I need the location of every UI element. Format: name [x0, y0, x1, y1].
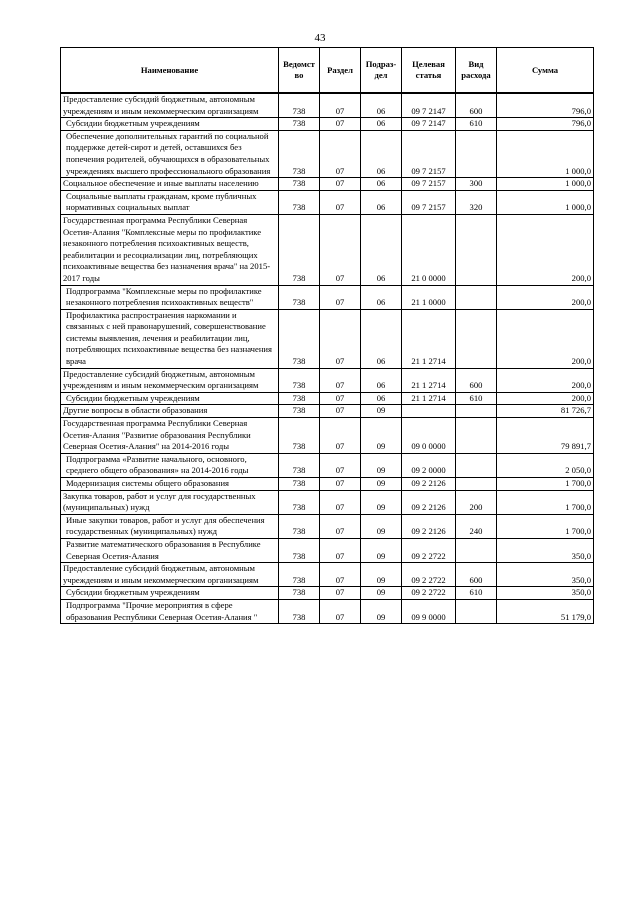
row-section: 07: [320, 563, 361, 587]
row-subsection: 09: [361, 418, 402, 454]
row-name: Предоставление субсидий бюджетным, автономным учреждениям и иным некоммерческим организациям: [61, 563, 279, 587]
row-dept: 738: [279, 418, 320, 454]
row-dept: 738: [279, 190, 320, 214]
row-section: 07: [320, 178, 361, 191]
row-sum: 200,0: [497, 368, 594, 392]
table-row: [61, 118, 594, 131]
row-section: 07: [320, 93, 361, 118]
row-kind: 600: [456, 563, 497, 587]
row-subsection: 09: [361, 538, 402, 562]
table-row: [61, 285, 594, 309]
row-kind: [456, 418, 497, 454]
row-dept: 738: [279, 309, 320, 368]
table-row: [61, 178, 594, 191]
table-row: [61, 514, 594, 538]
table-row: [61, 392, 594, 405]
table-row: [61, 368, 594, 392]
row-name: Субсидии бюджетным учреждениям: [61, 118, 279, 131]
row-sum: 796,0: [497, 118, 594, 131]
row-section: 07: [320, 368, 361, 392]
row-section: 07: [320, 478, 361, 491]
row-kind: 300: [456, 178, 497, 191]
row-subsection: 06: [361, 214, 402, 285]
table-row: [61, 563, 594, 587]
row-dept: 738: [279, 490, 320, 514]
row-kind: [456, 309, 497, 368]
row-target: 09 2 2126: [402, 478, 456, 491]
header-kind: Вид расхода: [456, 48, 497, 94]
row-target: 09 7 2147: [402, 118, 456, 131]
row-section: 07: [320, 599, 361, 623]
row-dept: 738: [279, 563, 320, 587]
row-target: 21 0 0000: [402, 214, 456, 285]
table-row: [61, 587, 594, 600]
row-name: Предоставление субсидий бюджетным, автономным учреждениям и иным некоммерческим организациям: [61, 368, 279, 392]
row-name: Развитие математического образования в Республике Северная Осетия-Алания: [61, 538, 279, 562]
row-target: 09 2 0000: [402, 453, 456, 477]
row-dept: 738: [279, 392, 320, 405]
row-sum: 350,0: [497, 587, 594, 600]
table-row: [61, 599, 594, 623]
row-dept: 738: [279, 285, 320, 309]
row-kind: 200: [456, 490, 497, 514]
row-subsection: 06: [361, 285, 402, 309]
row-name: Подпрограмма "Прочие мероприятия в сфере образования Республики Северная Осетия-Алания ": [61, 599, 279, 623]
row-kind: 240: [456, 514, 497, 538]
table-row: [61, 478, 594, 491]
row-subsection: 09: [361, 453, 402, 477]
row-sum: 200,0: [497, 285, 594, 309]
row-section: 07: [320, 418, 361, 454]
row-sum: 81 726,7: [497, 405, 594, 418]
row-target: 09 2 2126: [402, 514, 456, 538]
table-row: [61, 490, 594, 514]
row-section: 07: [320, 405, 361, 418]
row-target: 21 1 2714: [402, 309, 456, 368]
row-target: [402, 405, 456, 418]
row-target: 09 7 2157: [402, 190, 456, 214]
row-dept: 738: [279, 514, 320, 538]
row-subsection: 06: [361, 392, 402, 405]
row-kind: [456, 405, 497, 418]
row-target: 09 7 2157: [402, 178, 456, 191]
row-dept: 738: [279, 405, 320, 418]
row-sum: 1 000,0: [497, 178, 594, 191]
row-target: 21 1 0000: [402, 285, 456, 309]
row-sum: 200,0: [497, 214, 594, 285]
row-section: 07: [320, 538, 361, 562]
row-target: 09 7 2157: [402, 130, 456, 177]
row-kind: [456, 478, 497, 491]
row-section: 07: [320, 118, 361, 131]
row-section: 07: [320, 309, 361, 368]
row-dept: 738: [279, 214, 320, 285]
row-sum: 79 891,7: [497, 418, 594, 454]
row-subsection: 09: [361, 405, 402, 418]
row-sum: 1 700,0: [497, 514, 594, 538]
row-name: Государственная программа Республики Северная Осетия-Алания "Комплексные меры по профилактике незаконного потребления психоактивных веществ, реабилитации и ресоциализации лиц, потребляющих психоактивные вещества без назначения врача" на 2015-2017 годы: [61, 214, 279, 285]
row-subsection: 06: [361, 93, 402, 118]
row-dept: 738: [279, 587, 320, 600]
row-section: 07: [320, 587, 361, 600]
table-row: [61, 538, 594, 562]
row-name: Обеспечение дополнительных гарантий по социальной поддержке детей-сирот и детей, оставшихся без попечения родителей, обучающихся в образовательных учреждениях высшего профессионального образования: [61, 130, 279, 177]
row-kind: [456, 538, 497, 562]
row-kind: [456, 130, 497, 177]
row-subsection: 06: [361, 309, 402, 368]
row-kind: [456, 214, 497, 285]
row-subsection: 09: [361, 514, 402, 538]
row-subsection: 09: [361, 490, 402, 514]
row-subsection: 06: [361, 130, 402, 177]
row-section: 07: [320, 214, 361, 285]
row-dept: 738: [279, 599, 320, 623]
table-row: [61, 190, 594, 214]
row-subsection: 09: [361, 478, 402, 491]
row-sum: 1 700,0: [497, 490, 594, 514]
row-subsection: 09: [361, 599, 402, 623]
row-name: Субсидии бюджетным учреждениям: [61, 392, 279, 405]
row-section: 07: [320, 490, 361, 514]
row-name: Субсидии бюджетным учреждениям: [61, 587, 279, 600]
row-dept: 738: [279, 118, 320, 131]
row-dept: 738: [279, 368, 320, 392]
row-kind: [456, 453, 497, 477]
row-kind: 600: [456, 93, 497, 118]
header-target: Целевая статья: [402, 48, 456, 94]
row-name: Социальные выплаты гражданам, кроме публичных нормативных социальных выплат: [61, 190, 279, 214]
row-section: 07: [320, 130, 361, 177]
row-sum: 350,0: [497, 538, 594, 562]
table-row: [61, 309, 594, 368]
row-kind: 610: [456, 392, 497, 405]
row-kind: 600: [456, 368, 497, 392]
row-kind: 610: [456, 118, 497, 131]
row-target: 09 9 0000: [402, 599, 456, 623]
table-row: [61, 418, 594, 454]
row-dept: 738: [279, 178, 320, 191]
row-target: 21 1 2714: [402, 392, 456, 405]
table-row: [61, 93, 594, 118]
row-sum: 1 000,0: [497, 190, 594, 214]
row-name: Профилактика распространения наркомании и связанных с ней правонарушений, совершенствование системы выявления, лечения и реабилитации лиц, потребляющих психоактивные вещества без назначения врача: [61, 309, 279, 368]
row-target: 09 2 2722: [402, 538, 456, 562]
row-subsection: 06: [361, 368, 402, 392]
row-name: Предоставление субсидий бюджетным, автономным учреждениям и иным некоммерческим организациям: [61, 93, 279, 118]
row-subsection: 06: [361, 190, 402, 214]
page-number: 43: [314, 32, 326, 44]
row-name: Социальное обеспечение и иные выплаты населению: [61, 178, 279, 191]
header-dept: Ведомст во: [279, 48, 320, 94]
row-name: Подпрограмма «Развитие начального, основного, среднего общего образования» на 2014-2016 годы: [61, 453, 279, 477]
row-target: 09 2 2722: [402, 587, 456, 600]
row-target: 09 2 2722: [402, 563, 456, 587]
row-name: Другие вопросы в области образования: [61, 405, 279, 418]
table-row: [61, 405, 594, 418]
row-name: Иные закупки товаров, работ и услуг для обеспечения государственных (муниципальных) нужд: [61, 514, 279, 538]
row-sum: 1 000,0: [497, 130, 594, 177]
header-section: Раздел: [320, 48, 361, 94]
row-target: 21 1 2714: [402, 368, 456, 392]
row-name: Государственная программа Республики Северная Осетия-Алания "Развитие образования Республики Северная Осетия-Алания" на 2014-2016 годы: [61, 418, 279, 454]
row-name: Подпрограмма "Комплексные меры по профилактике незаконного потребления психоактивных веществ": [61, 285, 279, 309]
row-subsection: 06: [361, 178, 402, 191]
row-target: 09 7 2147: [402, 93, 456, 118]
row-name: Закупка товаров, работ и услуг для государственных (муниципальных) нужд: [61, 490, 279, 514]
row-target: 09 0 0000: [402, 418, 456, 454]
row-section: 07: [320, 190, 361, 214]
row-sum: 200,0: [497, 309, 594, 368]
row-sum: 796,0: [497, 93, 594, 118]
row-subsection: 06: [361, 118, 402, 131]
row-target: 09 2 2126: [402, 490, 456, 514]
row-kind: 320: [456, 190, 497, 214]
row-sum: 200,0: [497, 392, 594, 405]
row-kind: [456, 285, 497, 309]
row-name: Модернизация системы общего образования: [61, 478, 279, 491]
header-name: Наименование: [61, 48, 279, 94]
row-section: 07: [320, 514, 361, 538]
table-row: [61, 214, 594, 285]
row-kind: [456, 599, 497, 623]
row-sum: 51 179,0: [497, 599, 594, 623]
header-subsection: Подраз- дел: [361, 48, 402, 94]
row-dept: 738: [279, 538, 320, 562]
header-sum: Сумма: [497, 48, 594, 94]
row-dept: 738: [279, 453, 320, 477]
budget-table: [60, 47, 594, 624]
row-dept: 738: [279, 130, 320, 177]
row-kind: 610: [456, 587, 497, 600]
row-subsection: 09: [361, 563, 402, 587]
header-row: [61, 48, 594, 94]
row-dept: 738: [279, 93, 320, 118]
table-row: [61, 453, 594, 477]
row-subsection: 09: [361, 587, 402, 600]
row-sum: 1 700,0: [497, 478, 594, 491]
row-section: 07: [320, 285, 361, 309]
row-sum: 2 050,0: [497, 453, 594, 477]
row-section: 07: [320, 392, 361, 405]
row-sum: 350,0: [497, 563, 594, 587]
table-row: [61, 130, 594, 177]
row-section: 07: [320, 453, 361, 477]
row-dept: 738: [279, 478, 320, 491]
